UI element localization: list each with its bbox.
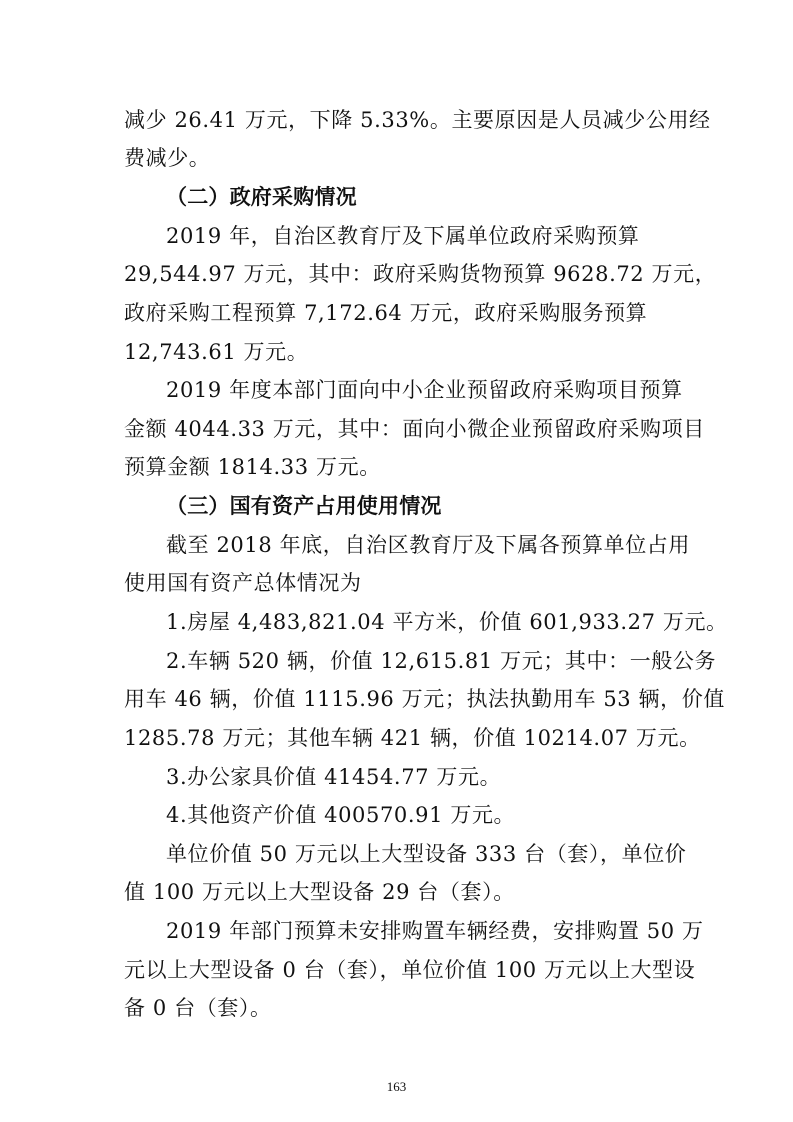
text-line: 12,743.61 万元。 xyxy=(124,340,309,364)
text-line: 单位价值 50 万元以上大型设备 333 台（套），单位价 xyxy=(166,842,687,866)
text-line: 值 100 万元以上大型设备 29 台（套）。 xyxy=(124,880,515,904)
text-line: 预算金额 1814.33 万元。 xyxy=(124,455,381,479)
text-line: 减少 26.41 万元，下降 5.33%。主要原因是人员减少公用经 xyxy=(124,108,711,132)
text-line: 使用国有资产总体情况为 xyxy=(124,571,362,595)
text-line: 金额 4044.33 万元，其中：面向小微企业预留政府采购项目 xyxy=(124,417,705,441)
text-line: 2019 年部门预算未安排购置车辆经费，安排购置 50 万 xyxy=(166,919,704,943)
text-line: 备 0 台（套）。 xyxy=(124,996,272,1020)
text-line: 费减少。 xyxy=(124,146,211,170)
text-line: 1.房屋 4,483,821.04 平方米，价值 601,933.27 万元。 xyxy=(166,610,728,634)
text-line: 截至 2018 年底，自治区教育厅及下属各预算单位占用 xyxy=(166,533,690,557)
text-line: 3.办公家具价值 41454.77 万元。 xyxy=(166,765,502,789)
text-line: 元以上大型设备 0 台（套），单位价值 100 万元以上大型设 xyxy=(124,958,696,982)
text-line: 2019 年度本部门面向中小企业预留政府采购项目预算 xyxy=(166,378,683,402)
text-line: 1285.78 万元；其他车辆 421 辆，价值 10214.07 万元。 xyxy=(124,726,701,750)
text-line: 2.车辆 520 辆，价值 12,615.81 万元；其中：一般公务 xyxy=(166,649,717,673)
section-heading: （三）国有资产占用使用情况 xyxy=(166,494,442,518)
text-line: 用车 46 辆，价值 1115.96 万元；执法执勤用车 53 辆，价值 xyxy=(124,687,725,711)
text-line: 4.其他资产价值 400570.91 万元。 xyxy=(166,803,516,827)
text-line: 政府采购工程预算 7,172.64 万元，政府采购服务预算 xyxy=(124,301,648,325)
text-line: 29,544.97 万元，其中：政府采购货物预算 9628.72 万元， xyxy=(124,262,717,286)
page-number: 163 xyxy=(386,1079,407,1094)
section-heading: （二）政府采购情况 xyxy=(166,185,357,209)
text-line: 2019 年，自治区教育厅及下属单位政府采购预算 xyxy=(166,224,640,248)
